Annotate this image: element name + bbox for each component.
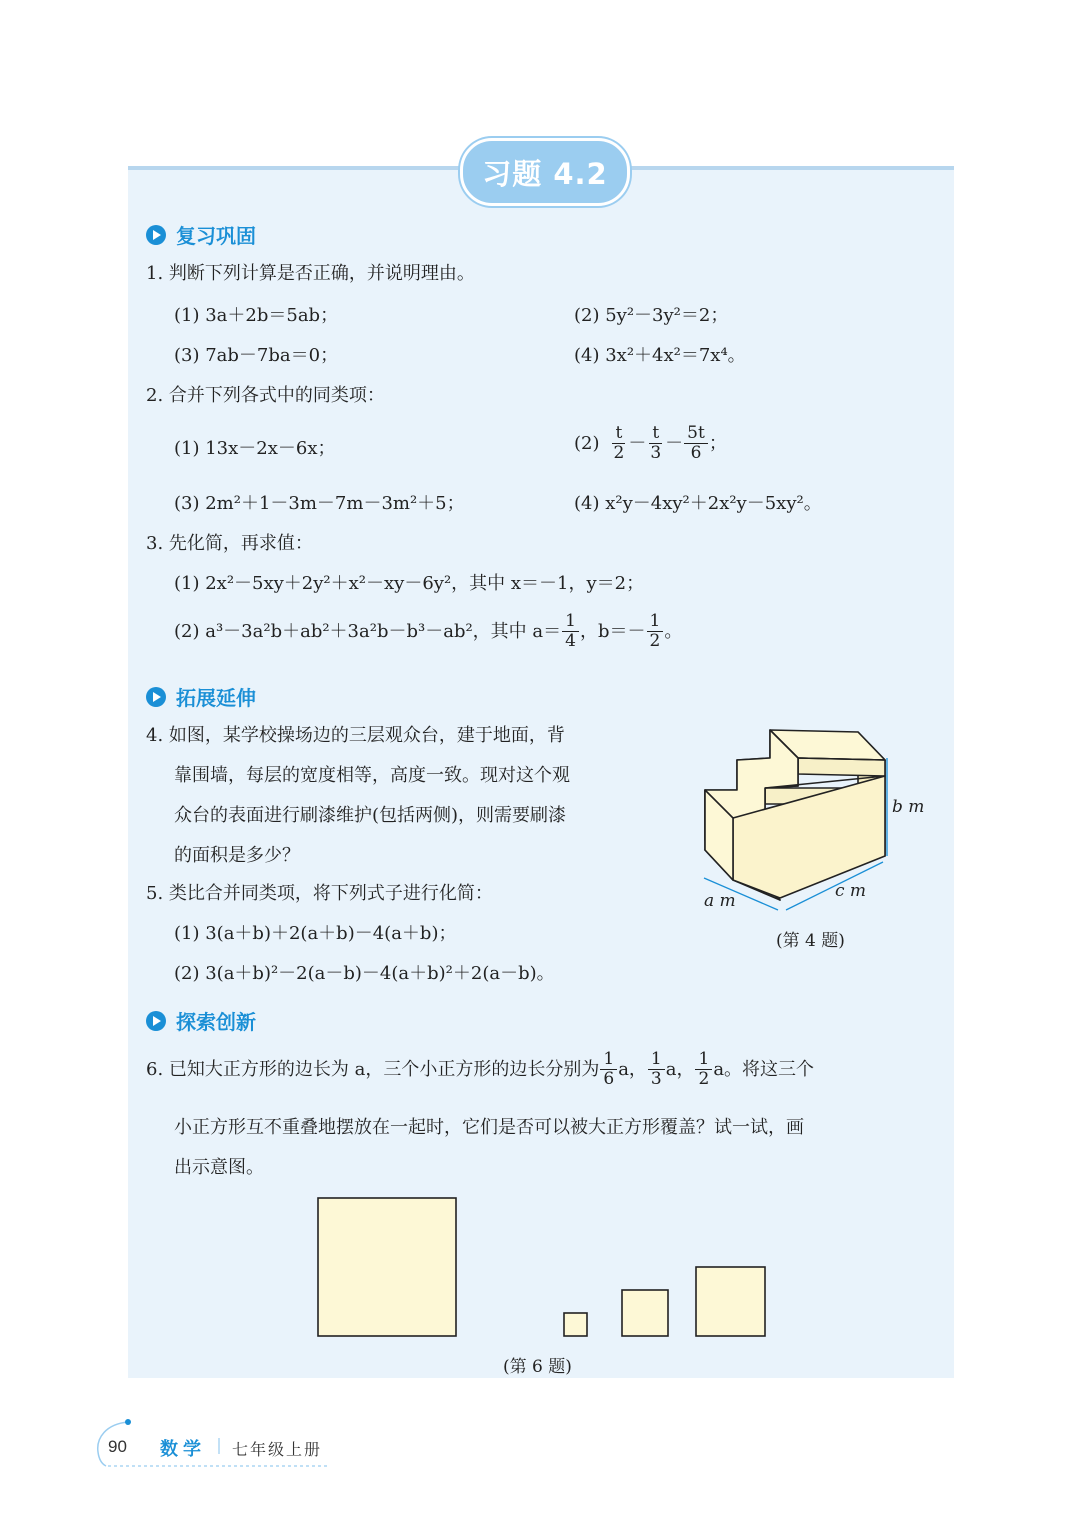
fraction-numerator: 1 bbox=[648, 1050, 665, 1070]
play-icon bbox=[146, 225, 166, 245]
q6-lead: 6. 已知大正方形的边长为 a，三个小正方形的边长分别为 bbox=[146, 1058, 600, 1080]
q2-part-3: (3) 2m²＋1－3m－7m－3m²＋5； bbox=[174, 493, 465, 514]
q2-part-4: (4) x²y－4xy²＋2x²y－5xy²。 bbox=[574, 493, 822, 514]
q2-part-2 bbox=[574, 424, 727, 463]
label-c: c m bbox=[835, 881, 867, 901]
fraction bbox=[695, 1050, 712, 1089]
q6-tail: a。将这三个 bbox=[713, 1058, 815, 1080]
fraction bbox=[647, 612, 664, 651]
q2-part-1: (1) 13x－2x－6x； bbox=[174, 438, 336, 459]
q4-line-2: 靠围墙，每层的宽度相等，高度一致。现对这个观 bbox=[174, 765, 570, 786]
fraction-numerator: t bbox=[612, 424, 625, 444]
fraction-denominator: 3 bbox=[650, 443, 662, 463]
staircase-figure bbox=[690, 720, 940, 916]
label-a: a m bbox=[704, 891, 736, 911]
footer-grade: 七年级上册 bbox=[232, 1440, 323, 1459]
footer-subject: 数学 bbox=[160, 1439, 206, 1460]
q6-line-2: 小正方形互不重叠地摆放在一起时，它们是否可以被大正方形覆盖？试一试，画 bbox=[174, 1117, 804, 1138]
stair-riser-3 bbox=[798, 758, 885, 776]
terminator: 。 bbox=[664, 620, 683, 642]
terminator: ； bbox=[708, 432, 727, 454]
q3-part-2 bbox=[174, 612, 682, 651]
separator: ， bbox=[628, 1058, 647, 1080]
q1-part-1: (1) 3a＋2b＝5ab； bbox=[174, 305, 339, 326]
fraction bbox=[647, 424, 664, 463]
fraction-denominator: 6 bbox=[690, 443, 702, 463]
fraction-denominator: 6 bbox=[603, 1069, 615, 1089]
q5-stem: 5. 类比合并同类项，将下列式子进行化简： bbox=[146, 883, 493, 904]
large-square bbox=[318, 1198, 456, 1336]
fraction-numerator: 1 bbox=[562, 612, 579, 632]
q4-line-4: 的面积是多少？ bbox=[174, 845, 300, 866]
q1-part-3: (3) 7ab－7ba＝0； bbox=[174, 345, 339, 366]
section-extend bbox=[146, 682, 256, 711]
figure-4-caption: (第 4 题) bbox=[776, 931, 845, 951]
q6-line-1 bbox=[146, 1050, 814, 1089]
q3-stem: 3. 先化简，再求值： bbox=[146, 533, 313, 554]
squares-figure bbox=[300, 1190, 780, 1350]
fraction bbox=[648, 1050, 665, 1089]
fraction-denominator: 3 bbox=[650, 1069, 662, 1089]
fraction-numerator: 1 bbox=[600, 1050, 617, 1070]
separator: ， bbox=[676, 1058, 695, 1080]
q5-part-1: (1) 3(a＋b)＋2(a＋b)－4(a＋b)； bbox=[174, 923, 457, 944]
section-review bbox=[146, 220, 256, 249]
play-icon bbox=[146, 1011, 166, 1031]
q1-stem: 1. 判断下列计算是否正确，并说明理由。 bbox=[146, 263, 475, 284]
fraction bbox=[611, 424, 628, 463]
page-number: 90 bbox=[108, 1437, 127, 1456]
q4-line-1: 4. 如图，某学校操场边的三层观众台，建于地面，背 bbox=[146, 725, 565, 746]
exercise-title: 习题 4.2 bbox=[460, 138, 630, 206]
fraction-numerator: t bbox=[649, 424, 662, 444]
fraction-numerator: 1 bbox=[647, 612, 664, 632]
fraction-denominator: 2 bbox=[649, 631, 661, 651]
fraction bbox=[684, 424, 708, 463]
fraction-numerator: 5t bbox=[684, 424, 708, 444]
q5-part-2: (2) 3(a＋b)²－2(a－b)－4(a＋b)²＋2(a－b)。 bbox=[174, 963, 555, 984]
q3-part-2-mid: ，b＝－ bbox=[579, 620, 646, 642]
label-h: b m bbox=[892, 797, 925, 817]
q2-part-2-label: (2) bbox=[574, 432, 600, 454]
operator: － bbox=[628, 432, 647, 454]
section-extend-label: 拓展延伸 bbox=[176, 686, 256, 710]
q2-stem: 2. 合并下列各式中的同类项： bbox=[146, 385, 385, 406]
small-square-third bbox=[622, 1290, 668, 1336]
figure-6-caption: (第 6 题) bbox=[503, 1357, 572, 1377]
fraction-denominator: 2 bbox=[698, 1069, 710, 1089]
q4-line-3: 众台的表面进行刷漆维护(包括两侧)，则需要刷漆 bbox=[174, 805, 567, 826]
operator: － bbox=[665, 432, 684, 454]
q3-part-2-text: (2) a³－3a²b＋ab²＋3a²b－b³－ab²，其中 a＝ bbox=[174, 620, 562, 642]
variable: a bbox=[665, 1058, 677, 1080]
fraction bbox=[600, 1050, 617, 1089]
small-square-half bbox=[696, 1267, 765, 1336]
fraction bbox=[562, 612, 579, 651]
fraction-denominator: 2 bbox=[613, 443, 625, 463]
q1-part-4: (4) 3x²＋4x²＝7x⁴。 bbox=[574, 345, 746, 366]
q1-part-2: (2) 5y²－3y²＝2； bbox=[574, 305, 729, 326]
q6-line-3: 出示意图。 bbox=[174, 1157, 264, 1178]
variable: a bbox=[618, 1058, 629, 1080]
q3-part-1: (1) 2x²－5xy＋2y²＋x²－xy－6y²，其中 x＝－1，y＝2； bbox=[174, 573, 645, 594]
fraction-numerator: 1 bbox=[695, 1050, 712, 1070]
section-explore bbox=[146, 1006, 256, 1035]
play-icon bbox=[146, 687, 166, 707]
fraction-denominator: 4 bbox=[565, 631, 576, 651]
section-explore-label: 探索创新 bbox=[176, 1010, 256, 1034]
small-square-sixth bbox=[564, 1313, 587, 1336]
section-review-label: 复习巩固 bbox=[176, 224, 256, 248]
